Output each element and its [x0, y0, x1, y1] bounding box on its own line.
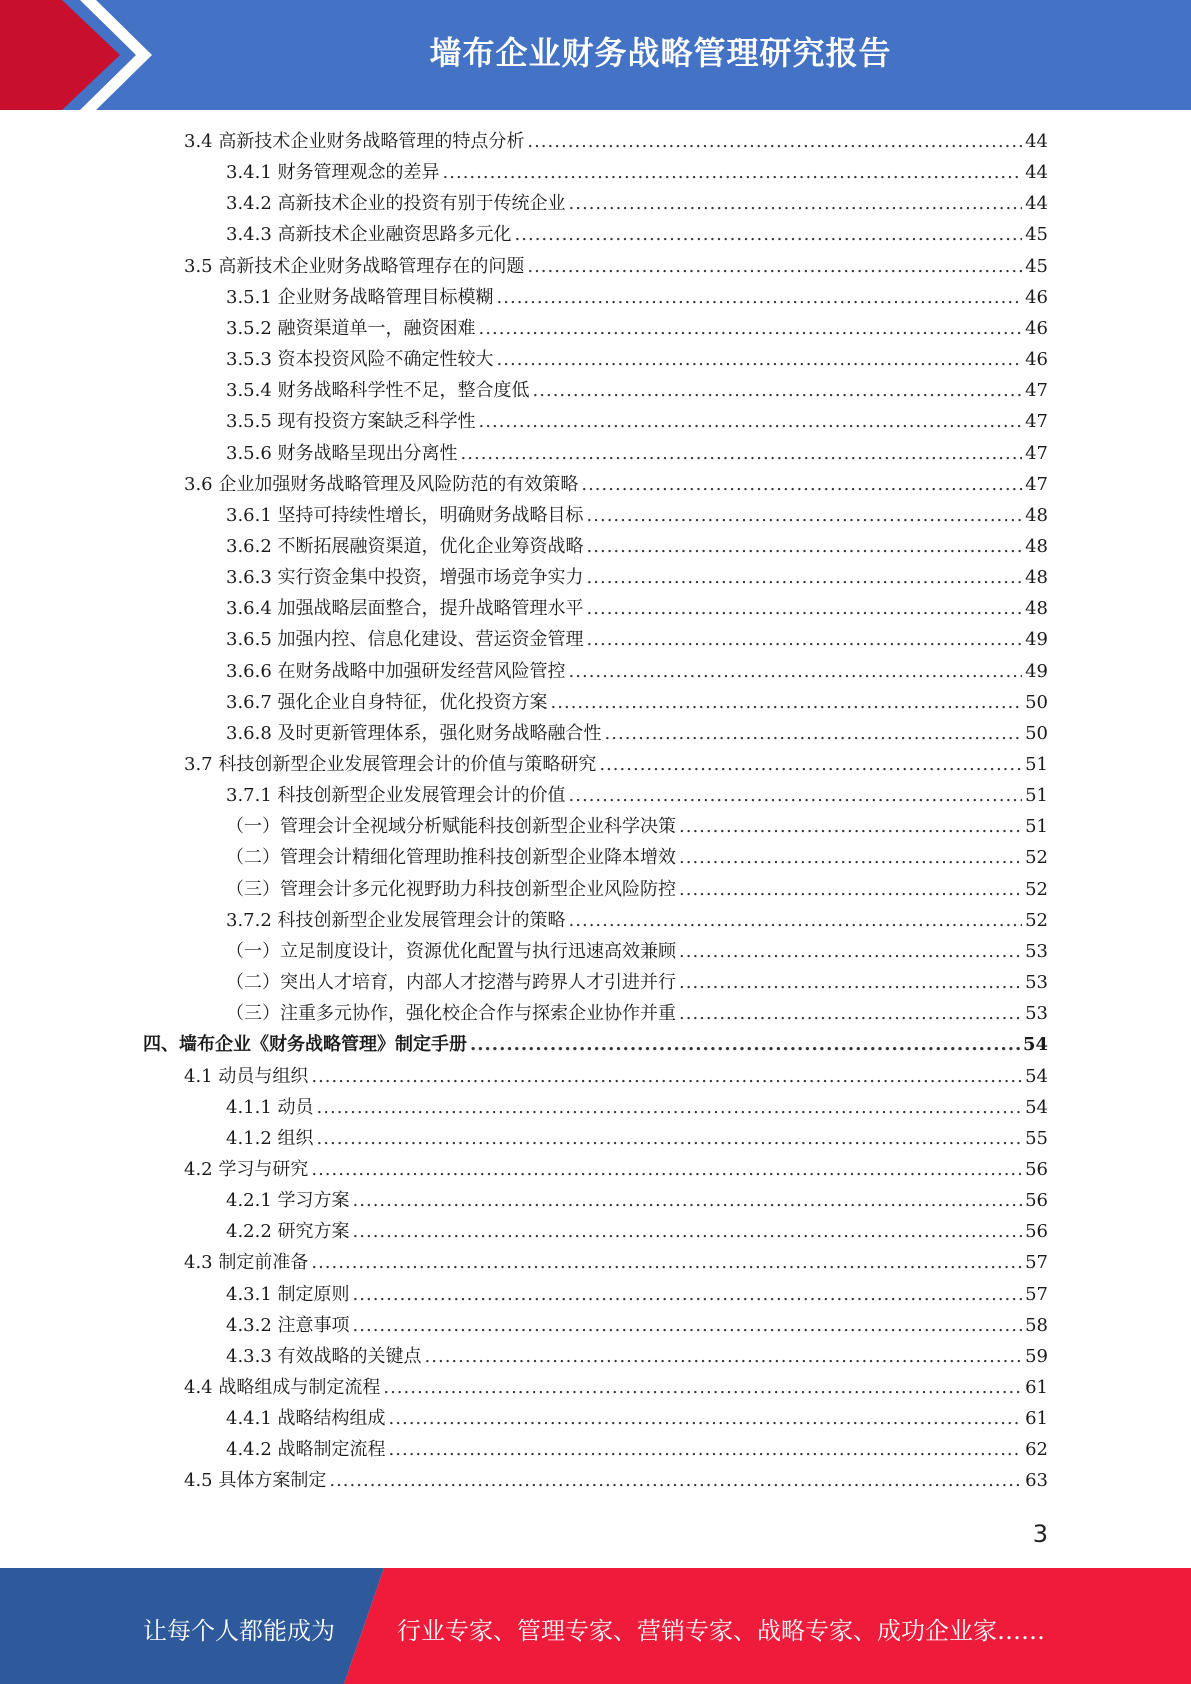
toc-entry-page: 54 — [1022, 1034, 1048, 1056]
toc-leader-dots — [461, 443, 1023, 464]
toc-leader-dots — [470, 1034, 1020, 1055]
toc-entry-title: 3.6.6 在财务战略中加强研发经营风险管控 — [226, 660, 566, 682]
toc-entry[interactable] — [184, 127, 1048, 158]
toc-entry-page: 46 — [1025, 349, 1048, 371]
toc-entry-page: 51 — [1025, 816, 1048, 838]
toc-entry[interactable] — [226, 1217, 1048, 1248]
toc-entry-page: 47 — [1025, 473, 1048, 495]
toc-entry-page: 62 — [1025, 1439, 1048, 1461]
toc-entry[interactable] — [226, 1311, 1048, 1342]
toc-leader-dots — [311, 1252, 1022, 1273]
toc-entry-title: 3.6.7 强化企业自身特征，优化投资方案 — [226, 691, 548, 713]
toc-entry-title: 4.2.2 研究方案 — [226, 1221, 350, 1243]
toc-leader-dots — [679, 1003, 1022, 1024]
toc-entry-title: 4.2 学习与研究 — [184, 1158, 309, 1180]
toc-entry-title: 3.5.4 财务战略科学性不足，整合度低 — [226, 380, 530, 402]
toc-entry-title: 4.5 具体方案制定 — [184, 1470, 327, 1492]
toc-leader-dots — [569, 785, 1023, 806]
toc-entry-page: 51 — [1025, 785, 1048, 807]
toc-entry-title: （二）管理会计精细化管理助推科技创新型企业降本增效 — [226, 847, 676, 869]
toc-entry-page: 48 — [1025, 598, 1048, 620]
toc-entry[interactable] — [184, 470, 1048, 501]
toc-entry-page: 56 — [1025, 1190, 1048, 1212]
toc-leader-dots — [311, 1066, 1022, 1087]
toc-leader-dots — [515, 224, 1023, 245]
toc-entry-title: 3.5.1 企业财务战略管理目标模糊 — [226, 286, 494, 308]
toc-entry[interactable] — [226, 345, 1048, 376]
toc-entry-page: 52 — [1025, 878, 1048, 900]
toc-entry-title: （一）立足制度设计，资源优化配置与执行迅速高效兼顾 — [226, 940, 676, 962]
toc-entry-page: 48 — [1025, 504, 1048, 526]
toc-entry-page: 56 — [1025, 1221, 1048, 1243]
toc-entry[interactable] — [226, 376, 1048, 407]
toc-entry-title: 3.4.2 高新技术企业的投资有别于传统企业 — [226, 193, 566, 215]
toc-entry-title: 4.3 制定前准备 — [184, 1252, 309, 1274]
toc-entry-page: 56 — [1025, 1158, 1048, 1180]
toc-entry-page: 53 — [1025, 940, 1048, 962]
toc-entry[interactable] — [226, 501, 1048, 532]
toc-leader-dots — [497, 287, 1023, 308]
toc-entry[interactable] — [226, 968, 1048, 999]
toc-entry[interactable] — [226, 1435, 1048, 1466]
toc-entry-title: 4.1.2 组织 — [226, 1127, 314, 1149]
toc-entry[interactable] — [226, 158, 1048, 189]
toc-entry-title: 3.6.1 坚持可持续性增长，明确财务战略目标 — [226, 504, 584, 526]
toc-leader-dots — [605, 723, 1023, 744]
toc-entry-title: 3.7.2 科技创新型企业发展管理会计的策略 — [226, 909, 566, 931]
toc-leader-dots — [389, 1439, 1023, 1460]
toc-leader-dots — [679, 972, 1022, 993]
toc-entry-page: 61 — [1025, 1408, 1048, 1430]
toc-leader-dots — [527, 256, 1022, 277]
toc-entry-title: 4.3.3 有效战略的关键点 — [226, 1345, 422, 1367]
toc-leader-dots — [353, 1315, 1023, 1336]
toc-entry[interactable] — [226, 843, 1048, 874]
toc-entry-page: 51 — [1025, 754, 1048, 775]
toc-entry-title: （二）突出人才培育，内部人才挖潜与跨界人才引进并行 — [226, 972, 676, 994]
toc-entry-title: 3.4 高新技术企业财务战略管理的特点分析 — [184, 131, 525, 152]
toc-entry-title: 3.7 科技创新型企业发展管理会计的价值与策略研究 — [184, 754, 597, 775]
page-number: 3 — [1032, 1520, 1048, 1548]
toc-entry-title: 3.5.2 融资渠道单一，融资困难 — [226, 317, 476, 339]
toc-entry[interactable] — [226, 657, 1048, 688]
toc-leader-dots — [527, 131, 1022, 152]
toc-entry-page: 45 — [1025, 224, 1048, 246]
toc-entry-page: 47 — [1025, 380, 1048, 402]
toc-entry-title: 3.7.1 科技创新型企业发展管理会计的价值 — [226, 785, 566, 807]
toc-leader-dots — [329, 1470, 1022, 1491]
toc-entry-page: 44 — [1025, 131, 1048, 152]
toc-entry[interactable] — [143, 1030, 1048, 1061]
toc-entry[interactable] — [226, 532, 1048, 563]
toc-entry[interactable] — [226, 688, 1048, 719]
toc-entry[interactable] — [184, 1248, 1048, 1279]
toc-entry-page: 44 — [1025, 193, 1048, 215]
toc-entry-title: 4.4.1 战略结构组成 — [226, 1408, 386, 1430]
page-header — [0, 0, 1191, 110]
toc-entry-page: 52 — [1025, 847, 1048, 869]
toc-leader-dots — [569, 661, 1023, 682]
toc-entry[interactable] — [184, 252, 1048, 283]
toc-leader-dots — [581, 474, 1022, 495]
toc-entry-title: 3.5 高新技术企业财务战略管理存在的问题 — [184, 255, 525, 277]
toc-entry-title: 3.6 企业加强财务战略管理及风险防范的有效策略 — [184, 473, 579, 495]
toc-entry-page: 52 — [1025, 909, 1048, 931]
toc-entry-title: 4.1.1 动员 — [226, 1096, 314, 1118]
toc-entry[interactable] — [226, 719, 1048, 750]
toc-entry-title: 3.6.3 实行资金集中投资，增强市场竞争实力 — [226, 567, 584, 589]
toc-leader-dots — [311, 1159, 1022, 1180]
toc-entry-page: 53 — [1025, 972, 1048, 994]
toc-entry-title: 3.5.6 财务战略呈现出分离性 — [226, 442, 458, 464]
toc-entry[interactable] — [226, 220, 1048, 251]
footer-slogan-right: 行业专家、管理专家、营销专家、战略专家、成功企业家…… — [397, 1617, 1045, 1645]
toc-entry-title: 3.5.3 资本投资风险不确定性较大 — [226, 349, 494, 371]
toc-entry[interactable] — [226, 1124, 1048, 1155]
toc-entry[interactable] — [226, 563, 1048, 594]
toc-entry-title: 4.2.1 学习方案 — [226, 1190, 350, 1212]
toc-entry-title: （三）管理会计多元化视野助力科技创新型企业风险防控 — [226, 878, 676, 900]
toc-leader-dots — [679, 816, 1022, 837]
toc-entry[interactable] — [226, 1093, 1048, 1124]
toc-entry[interactable] — [226, 781, 1048, 812]
toc-entry-page: 48 — [1025, 535, 1048, 557]
toc-entry[interactable] — [226, 594, 1048, 625]
toc-entry-title: 四、墙布企业《财务战略管理》制定手册 — [143, 1034, 467, 1056]
toc-entry-page: 55 — [1025, 1127, 1048, 1149]
toc-entry-page: 50 — [1025, 691, 1048, 713]
toc-entry-page: 49 — [1025, 660, 1048, 682]
toc-entry-page: 54 — [1025, 1065, 1048, 1087]
toc-leader-dots — [425, 1346, 1023, 1367]
toc-entry[interactable] — [184, 1155, 1048, 1186]
toc-entry-title: （三）注重多元协作，强化校企合作与探索企业协作并重 — [226, 1003, 676, 1025]
toc-leader-dots — [587, 567, 1023, 588]
toc-leader-dots — [443, 162, 1023, 183]
toc-entry-page: 59 — [1025, 1345, 1048, 1367]
toc-entry-title: 3.6.5 加强内控、信息化建设、营运资金管理 — [226, 629, 584, 651]
toc-leader-dots — [569, 910, 1023, 931]
toc-leader-dots — [551, 692, 1023, 713]
toc-entry-page: 44 — [1025, 162, 1048, 184]
toc-leader-dots — [383, 1377, 1022, 1398]
toc-entry-title: 3.4.3 高新技术企业融资思路多元化 — [226, 224, 512, 246]
toc-entry-title: 4.4 战略组成与制定流程 — [184, 1377, 381, 1398]
toc-entry-title: 4.4.2 战略制定流程 — [226, 1439, 386, 1461]
toc-leader-dots — [587, 505, 1023, 526]
toc-leader-dots — [479, 411, 1023, 432]
toc-entry[interactable] — [226, 439, 1048, 470]
toc-leader-dots — [587, 598, 1023, 619]
toc-entry-page: 57 — [1025, 1252, 1048, 1274]
toc-leader-dots — [353, 1221, 1023, 1242]
toc-entry-title: 3.6.4 加强战略层面整合，提升战略管理水平 — [226, 598, 584, 620]
toc-entry-page: 47 — [1025, 411, 1048, 433]
toc-entry[interactable] — [226, 1280, 1048, 1311]
toc-entry-page: 57 — [1025, 1283, 1048, 1305]
toc-leader-dots — [679, 879, 1022, 900]
toc-entry[interactable] — [226, 1404, 1048, 1435]
toc-leader-dots — [533, 380, 1023, 401]
report-title: 墙布企业财务战略管理研究报告 — [429, 34, 892, 72]
toc-entry-title: 3.6.2 不断拓展融资渠道，优化企业筹资战略 — [226, 535, 584, 557]
toc-entry[interactable] — [184, 1062, 1048, 1093]
toc-entry[interactable] — [184, 750, 1048, 781]
toc-entry-page: 53 — [1025, 1003, 1048, 1025]
toc-entry[interactable] — [184, 1466, 1048, 1497]
footer-slogan-left: 让每个人都能成为 — [143, 1617, 335, 1645]
toc-entry[interactable] — [226, 625, 1048, 656]
toc-entry-title: 3.4.1 财务管理观念的差异 — [226, 162, 440, 184]
toc-entry-page: 58 — [1025, 1314, 1048, 1336]
toc-entry-page: 46 — [1025, 317, 1048, 339]
toc-entry-page: 46 — [1025, 286, 1048, 308]
toc-leader-dots — [317, 1128, 1023, 1149]
toc-entry-title: 3.6.8 及时更新管理体系，强化财务战略融合性 — [226, 722, 602, 744]
toc-entry[interactable] — [226, 906, 1048, 937]
toc-entry[interactable] — [226, 314, 1048, 345]
toc-entry[interactable] — [226, 999, 1048, 1030]
toc-entry[interactable] — [226, 875, 1048, 906]
toc-entry-page: 49 — [1025, 629, 1048, 651]
toc-entry-page: 48 — [1025, 567, 1048, 589]
toc-entry[interactable] — [226, 189, 1048, 220]
toc-entry-page: 63 — [1025, 1470, 1048, 1492]
toc-leader-dots — [569, 193, 1023, 214]
toc-entry-title: 3.5.5 现有投资方案缺乏科学性 — [226, 411, 476, 433]
toc-entry[interactable] — [226, 1186, 1048, 1217]
toc-entry-title: 4.3.2 注意事项 — [226, 1314, 350, 1336]
toc-entry[interactable] — [226, 1342, 1048, 1373]
toc-leader-dots — [353, 1190, 1023, 1211]
toc-entry-page: 47 — [1025, 442, 1048, 464]
toc-leader-dots — [389, 1408, 1023, 1429]
toc-entry-page: 54 — [1025, 1096, 1048, 1118]
toc-leader-dots — [497, 349, 1023, 370]
toc-entry-title: 4.1 动员与组织 — [184, 1065, 309, 1087]
toc-entry[interactable] — [226, 283, 1048, 314]
toc-leader-dots — [353, 1284, 1023, 1305]
toc-entry-title: （一）管理会计全视域分析赋能科技创新型企业科学决策 — [226, 816, 676, 838]
toc-entry-page: 45 — [1025, 255, 1048, 277]
toc-entry[interactable] — [226, 812, 1048, 843]
toc-leader-dots — [679, 941, 1022, 962]
toc-leader-dots — [599, 754, 1022, 775]
toc-leader-dots — [587, 629, 1023, 650]
toc-entry-page: 61 — [1025, 1377, 1048, 1398]
toc-leader-dots — [679, 847, 1022, 868]
page-footer — [0, 1568, 1191, 1684]
toc-entry[interactable] — [184, 1373, 1048, 1404]
toc-leader-dots — [479, 318, 1023, 339]
toc-leader-dots — [587, 536, 1023, 557]
toc-entry-page: 50 — [1025, 722, 1048, 744]
toc-leader-dots — [317, 1097, 1023, 1118]
toc-entry-title: 4.3.1 制定原则 — [226, 1283, 350, 1305]
toc-entry[interactable] — [226, 937, 1048, 968]
toc-entry[interactable] — [226, 407, 1048, 438]
